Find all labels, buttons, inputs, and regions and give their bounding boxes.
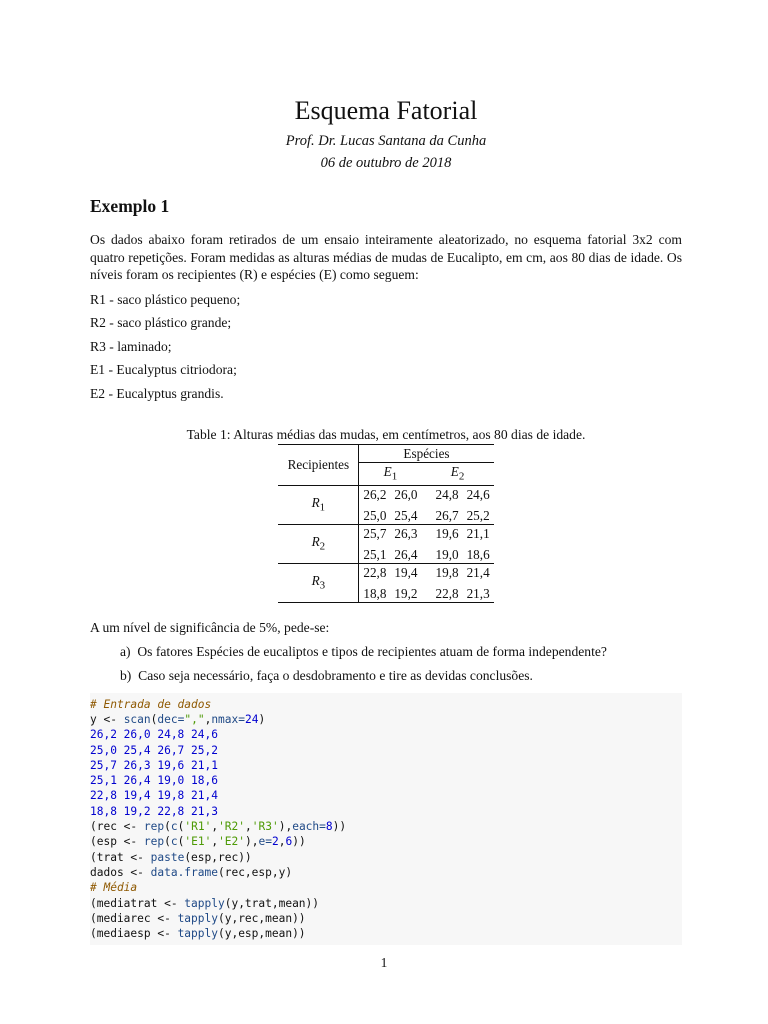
code-line: [90, 804, 682, 819]
code-token: 18,8 19,2 22,8 21,3: [90, 804, 218, 818]
code-token: data.frame: [150, 865, 218, 879]
code-token: (rec,esp,y): [217, 865, 293, 879]
table-cell: 19,4: [390, 564, 421, 582]
code-token: paste: [150, 850, 185, 864]
code-token: ,: [245, 820, 252, 834]
questions-list: [90, 643, 682, 685]
code-token: 22,8 19,4 19,8 21,4: [90, 789, 218, 803]
code-line: [90, 911, 682, 926]
table-cell: 25,1: [363, 547, 387, 563]
list-item: E2 - Eucalyptus grandis.: [90, 385, 224, 401]
table-cell: 22,8: [359, 564, 391, 582]
table-cell: 21,4: [463, 564, 494, 582]
code-token: (mediatrat <-: [90, 896, 185, 910]
code-token: rep: [143, 820, 165, 834]
table-cell: 19,6: [422, 525, 463, 543]
factor-levels-list: [90, 291, 682, 403]
code-token: 25,0 25,4 26,7 25,2: [90, 743, 218, 757]
code-line: [90, 773, 682, 788]
table-cell: 25,0: [363, 508, 387, 524]
code-token: tapply: [184, 896, 225, 910]
table-cell: 18,6: [466, 547, 490, 563]
document-page: [90, 94, 682, 945]
code-token: (: [150, 712, 158, 726]
code-token: 8: [325, 820, 333, 834]
table-row: [278, 525, 493, 543]
code-token: nmax=: [211, 712, 245, 726]
question-item-b: b) Caso seja necessário, faça o desdobramento e tire as devidas conclusões.: [120, 668, 533, 684]
table-cell: 26,4: [394, 547, 418, 563]
code-token: ,: [211, 820, 219, 834]
list-item: R1 - saco plástico pequeno;: [90, 291, 241, 307]
date-line: 06 de outubro de 2018: [320, 155, 452, 171]
question-item-a: a) Os fatores Espécies de eucaliptos e tipos de recipientes atuam de forma independente?: [120, 643, 607, 659]
page-number: 1: [380, 955, 388, 970]
code-token: (: [177, 820, 185, 834]
code-line: [90, 880, 682, 895]
code-token: ): [258, 712, 266, 726]
code-line: [90, 926, 682, 941]
code-token: 26,2 26,0 24,8 24,6: [90, 728, 218, 742]
species-e1-header: $E_1$: [359, 462, 422, 486]
table-cell: 26,2: [363, 487, 387, 503]
code-token: tapply: [177, 927, 218, 941]
table-header-row: [278, 444, 493, 462]
list-item: E1 - Eucalyptus citriodora;: [90, 362, 237, 377]
code-token: c: [170, 835, 178, 849]
code-token: c: [170, 820, 178, 834]
code-token: (: [164, 820, 171, 834]
code-line: [90, 712, 682, 727]
table-cell: 21,1: [463, 525, 494, 543]
table-cell: 24,8: [435, 487, 459, 503]
list-item: R3 - laminado;: [90, 338, 172, 354]
code-token: 2: [271, 835, 279, 849]
table-cell: 21,3: [463, 581, 494, 603]
code-token: 24: [245, 712, 259, 726]
section-heading: Exemplo 1: [90, 196, 170, 216]
table-row: [278, 486, 493, 504]
code-token: 25,1 26,4 19,0 18,6: [90, 774, 218, 788]
code-token: 6: [285, 835, 293, 849]
code-token: 'R1': [184, 820, 212, 834]
code-token: rep: [143, 835, 165, 849]
code-line: [90, 743, 682, 758]
table-cell: 26,3: [390, 525, 421, 543]
code-token: 'R2': [218, 820, 246, 834]
code-line: [90, 758, 682, 773]
code-token: ,: [278, 835, 286, 849]
table-cell: 26,0: [394, 487, 418, 503]
code-token: ),: [278, 820, 293, 834]
code-token: (esp,rec)): [184, 850, 252, 864]
code-token: # Média: [90, 881, 138, 895]
code-token: scan: [123, 712, 151, 726]
code-line: [90, 834, 682, 849]
table-cell: 25,2: [466, 508, 490, 524]
recipientes-header: Recipientes: [278, 444, 359, 486]
code-token: dados <-: [90, 865, 151, 879]
code-token: ,: [204, 712, 212, 726]
code-line: [90, 896, 682, 911]
code-line: [90, 850, 682, 865]
intro-paragraph: Os dados abaixo foram retirados de um ensaio inteiramente aleatorizado, no esquema fatorial 3x2 com quatro repetições. Foram medidas as alturas médias de mudas de Eucalipto, em cm, aos 80 dias de idade. Os níveis foram os recipientes (R) e espécies (E) como seguem:: [90, 232, 682, 282]
code-line: [90, 819, 682, 834]
code-token: (mediaesp <-: [90, 927, 178, 941]
code-token: )): [332, 820, 347, 834]
code-line: [90, 788, 682, 803]
code-token: (trat <-: [90, 850, 151, 864]
code-token: each=: [292, 820, 326, 834]
table-cell: 26,7: [435, 508, 459, 524]
code-line: [90, 727, 682, 742]
code-token: ),: [245, 835, 259, 849]
table-cell: 19,0: [435, 547, 459, 563]
code-token: (y,esp,mean)): [217, 927, 306, 941]
code-token: 'E2': [218, 835, 246, 849]
code-line: [90, 697, 682, 712]
table-cell: 19,8: [422, 564, 463, 582]
species-e2-header: $E_2$: [422, 462, 494, 486]
code-token: tapply: [177, 911, 218, 925]
code-token: e=: [258, 835, 272, 849]
code-token: (y,trat,mean)): [224, 896, 320, 910]
code-token: dec=: [157, 712, 185, 726]
code-token: )): [292, 835, 306, 849]
row-label-r1: $R_1$: [278, 486, 359, 525]
data-table: [278, 444, 493, 604]
code-token: ",": [184, 712, 205, 726]
author-line: Prof. Dr. Lucas Santana da Cunha: [285, 133, 487, 149]
document-title: Esquema Fatorial: [294, 96, 478, 125]
table-row: [278, 564, 493, 582]
row-label-r2: $R_2$: [278, 525, 359, 564]
list-item: R2 - saco plástico grande;: [90, 315, 232, 330]
code-token: 25,7 26,3 19,6 21,1: [90, 758, 218, 772]
code-token: (mediarec <-: [90, 911, 178, 925]
code-token: ,: [211, 835, 219, 849]
r-code-block: [90, 693, 682, 946]
code-line: [90, 865, 682, 880]
code-token: # Entrada de dados: [90, 697, 212, 711]
table-cell: 24,6: [466, 487, 490, 503]
table-cell: 18,8: [359, 581, 391, 603]
code-token: (esp <-: [90, 835, 144, 849]
code-token: (: [164, 835, 171, 849]
table-cell: 19,2: [390, 581, 421, 603]
table-cell: 25,7: [359, 525, 391, 543]
code-token: 'R3': [251, 820, 279, 834]
code-token: (: [177, 835, 185, 849]
table-caption: Table 1: Alturas médias das mudas, em centímetros, aos 80 dias de idade.: [186, 427, 586, 442]
code-token: (rec <-: [90, 820, 144, 834]
row-label-r3: $R_3$: [278, 564, 359, 603]
table-cell: 25,4: [394, 508, 418, 524]
question-intro: A um nível de significância de 5%, pede-se:: [90, 620, 330, 636]
code-token: (y,rec,mean)): [217, 911, 306, 925]
especies-header: Espécies: [359, 444, 494, 462]
code-token: 'E1': [184, 835, 212, 849]
code-token: y <-: [90, 712, 124, 726]
table-cell: 22,8: [422, 581, 463, 603]
